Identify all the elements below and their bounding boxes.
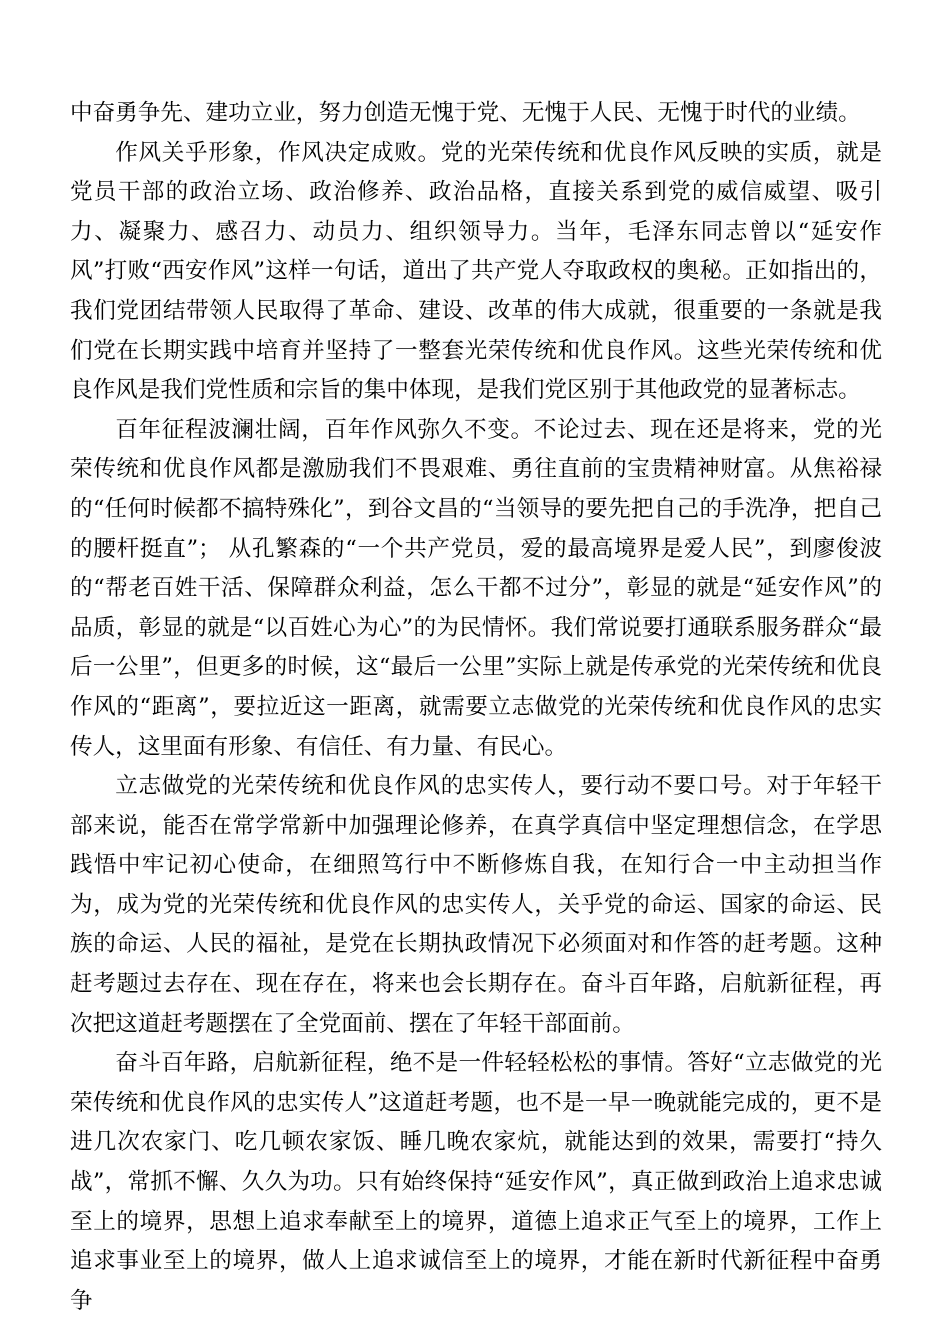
paragraph-2: 作风关乎形象，作风决定成败。党的光荣传统和优良作风反映的实质，就是党员干部的政治立场、政治修养、政治品格，直接关系到党的威信威望、吸引力、凝聚力、感召力、动员力、组织领导力。当年，毛泽东同志曾以“延安作风”打败“西安作风”这样一句话，道出了共产党人夺取政权的奥秘。正如指出的，我们党团结带领人民取得了革命、建设、改革的伟大成就，很重要的一条就是我们党在长期实践中培育并坚持了一整套光荣传统和优良作风。这些光荣传统和优良作风是我们党性质和宗旨的集中体现，是我们党区别于其他政党的显著标志。 [70,139,882,404]
paragraph-3: 百年征程波澜壮阔，百年作风弥久不变。不论过去、现在还是将来，党的光荣传统和优良作风都是激励我们不畏艰难、勇往直前的宝贵精神财富。从焦裕禄的“任何时候都不搞特殊化”，到谷文昌的“当领导的要先把自己的手洗净，把自己的腰杆挺直”； 从孔繁森的“一个共产党员，爱的最高境界是爱人民”，到廖俊波的“帮老百姓干活、保障群众利益，怎么干都不过分”，彰显的就是“延安作风”的品质，彰显的就是“以百姓心为心”的为民情怀。我们常说要打通联系服务群众“最后一公里”，但更多的时候，这“最后一公里”实际上就是传承党的光荣传统和优良作风的“距离”，要拉近这一距离，就需要立志做党的光荣传统和优良作风的忠实传人，这里面有形象、有信任、有力量、有民心。 [70,416,882,760]
paragraph-1: 中奋勇争先、建功立业，努力创造无愧于党、无愧于人民、无愧于时代的业绩。 [70,100,861,126]
paragraph-4: 立志做党的光荣传统和优良作风的忠实传人，要行动不要口号。对于年轻干部来说，能否在常学常新中加强理论修养，在真学真信中坚定理想信念，在学思践悟中牢记初心使命，在细照笃行中不断修炼自我，在知行合一中主动担当作为，成为党的光荣传统和优良作风的忠实传人，关乎党的命运、国家的命运、民族的命运、人民的福祉，是党在长期执政情况下必须面对和作答的赶考题。这种赶考题过去存在、现在存在，将来也会长期存在。奋斗百年路，启航新征程，再次把这道赶考题摆在了全党面前、摆在了年轻干部面前。 [70,773,882,1037]
paragraph-5: 奋斗百年路，启航新征程，绝不是一件轻轻松松的事情。答好“立志做党的光荣传统和优良作风的忠实传人”这道赶考题，也不是一早一晚就能完成的，更不是进几次农家门、吃几顿农家饭、睡几晚农家炕，就能达到的效果，需要打“持久战”，常抓不懈、久久为功。只有始终保持“延安作风”，真正做到政治上追求忠诚至上的境界，思想上追求奉献至上的境界，道德上追求正气至上的境界，工作上追求事业至上的境界，做人上追求诚信至上的境界，才能在新时代新征程中奋勇争 [70,1050,882,1314]
document-page [70,94,882,1321]
